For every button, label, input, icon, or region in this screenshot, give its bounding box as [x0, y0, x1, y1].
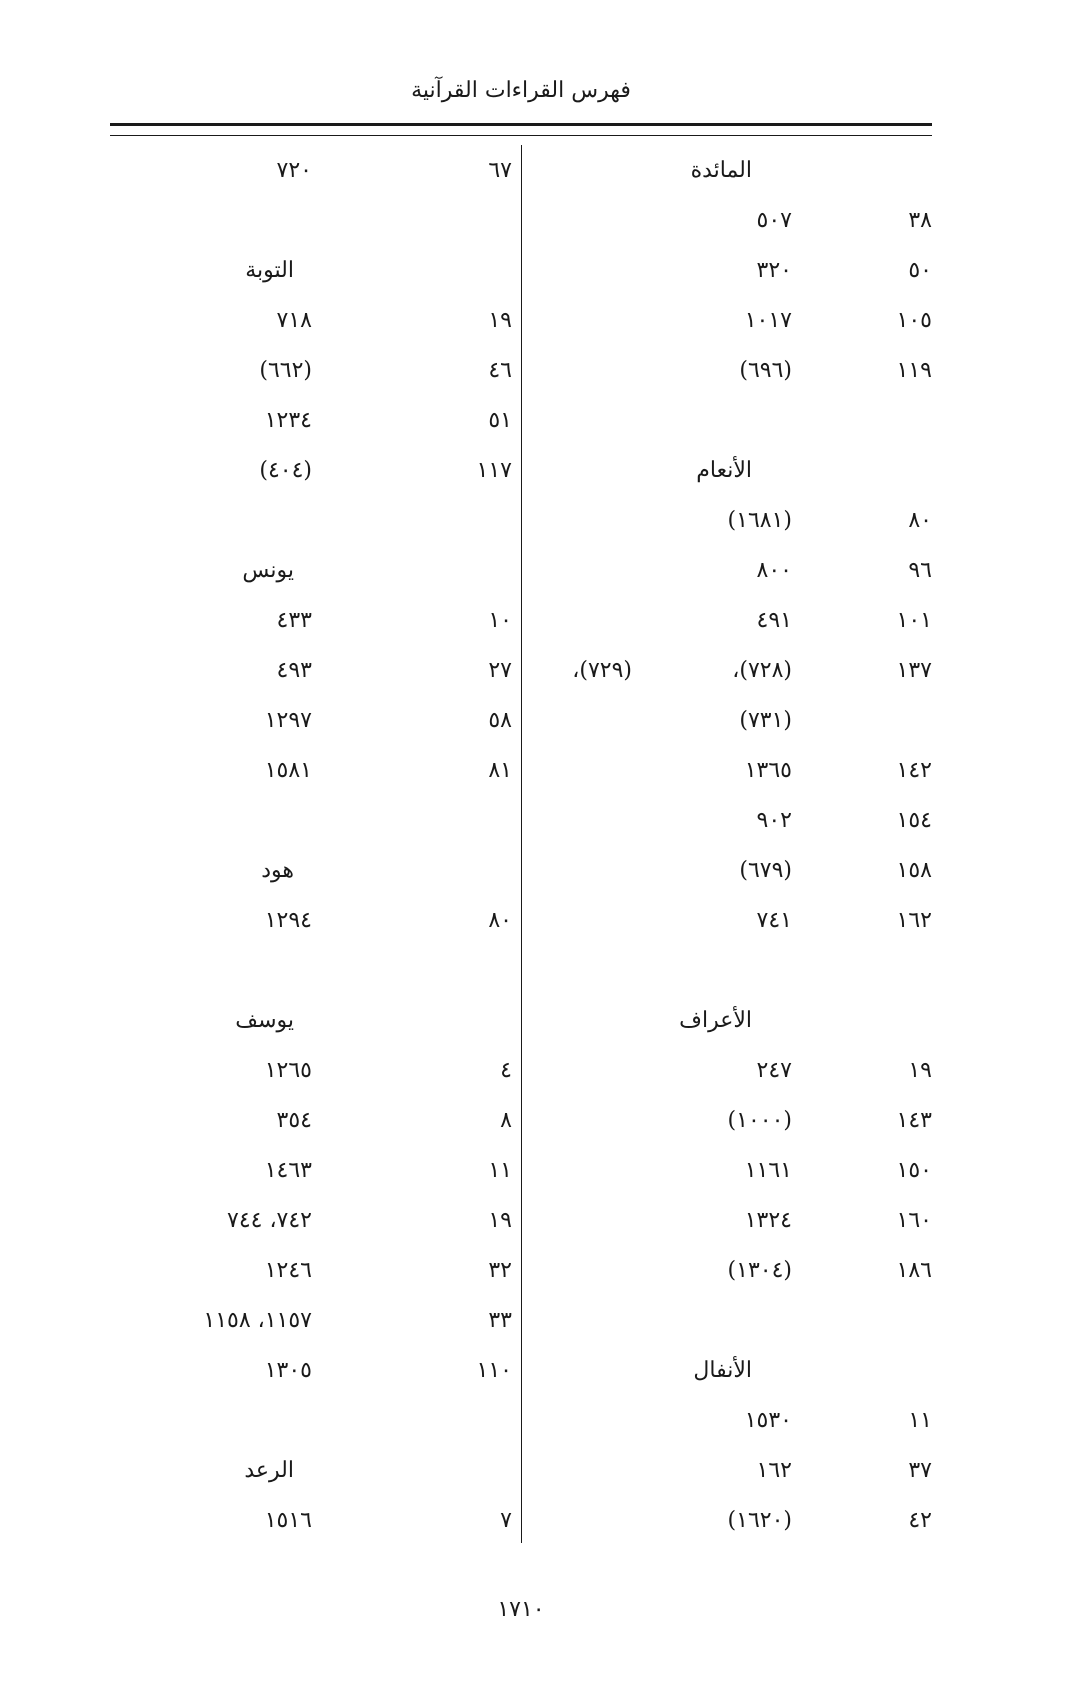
verse-number: ١١ — [488, 1158, 512, 1183]
page-references: ١٠١٧ — [744, 308, 792, 333]
blank-row — [530, 948, 932, 998]
index-entry-row — [530, 1248, 932, 1298]
blank-row — [110, 798, 512, 848]
index-entry-row — [110, 598, 512, 648]
verse-number: ٣٧ — [908, 1458, 932, 1483]
page-references: ١٢٣٤ — [264, 408, 312, 433]
page-references: (٦٧٩) — [739, 858, 792, 883]
page-references: ١١٥٧، ١١٥٨ — [203, 1308, 312, 1333]
verse-number: ٨٠ — [908, 508, 932, 533]
page-references: ٧١٨ — [276, 308, 312, 333]
page-references: ٢٤٧ — [756, 1058, 792, 1083]
page-references: ١٣٦٥ — [744, 758, 792, 783]
column-divider — [521, 145, 522, 1543]
index-entry-row — [530, 1098, 932, 1148]
verse-number: ١٩ — [488, 308, 512, 333]
verse-number: ١١٩ — [896, 358, 932, 383]
page-references: ١٣٠٥ — [264, 1358, 312, 1383]
index-entry-row — [110, 1348, 512, 1398]
page-references: (٤٠٤) — [259, 458, 312, 483]
verse-number: ١٦٠ — [896, 1208, 932, 1233]
verse-number: ٤٢ — [908, 1508, 932, 1533]
index-entry-row — [530, 198, 932, 248]
index-entry-row — [530, 1198, 932, 1248]
surah-heading-row — [530, 1348, 932, 1398]
page-references: ١٢٩٤ — [264, 908, 312, 933]
verse-number: ١٥٤ — [896, 808, 932, 833]
page-references: ٣٥٤ — [276, 1108, 312, 1133]
verse-number: ٤ — [500, 1058, 512, 1083]
page-references: ٩٠٢ — [756, 808, 792, 833]
index-entry-row — [530, 498, 932, 548]
index-entry-row — [530, 1048, 932, 1098]
verse-number: ٨١ — [488, 758, 512, 783]
verse-number: ٥١ — [488, 408, 512, 433]
index-entry-row — [530, 298, 932, 348]
surah-heading-row — [110, 998, 512, 1048]
page-references-extra: (٧٢٩)، — [572, 658, 632, 683]
index-entry-row — [530, 648, 932, 698]
page-references: ١٥١٦ — [264, 1508, 312, 1533]
index-entry-row — [530, 898, 932, 948]
blank-row — [530, 398, 932, 448]
page-references: (٦٦٢) — [259, 358, 312, 383]
surah-name: الرعد — [244, 1458, 294, 1483]
page-references: ١١٦١ — [744, 1158, 792, 1183]
surah-name: التوبة — [245, 258, 294, 283]
page-references: ٤٣٣ — [276, 608, 312, 633]
verse-number: ١٦٢ — [896, 908, 932, 933]
surah-heading-row — [530, 998, 932, 1048]
verse-number: ٣٣ — [488, 1308, 512, 1333]
index-entry-row — [110, 348, 512, 398]
page-references: ١٦٢ — [756, 1458, 792, 1483]
index-entry-row — [530, 1498, 932, 1548]
verse-number: ٣٨ — [908, 208, 932, 233]
right-column — [530, 148, 932, 1548]
index-entry-row — [110, 1048, 512, 1098]
surah-name: الأنعام — [696, 458, 752, 483]
blank-row — [110, 498, 512, 548]
index-entry-row — [530, 348, 932, 398]
verse-number: ٨٠ — [488, 908, 512, 933]
index-entry-row — [110, 148, 512, 198]
surah-name: يوسف — [235, 1008, 294, 1033]
index-entry-row — [110, 448, 512, 498]
verse-number: ٣٢ — [488, 1258, 512, 1283]
index-entry-row — [110, 648, 512, 698]
page-references: ٣٢٠ — [756, 258, 792, 283]
verse-number: ١٨٦ — [896, 1258, 932, 1283]
left-column — [110, 148, 512, 1548]
surah-heading-row — [110, 548, 512, 598]
verse-number: ١٣٧ — [896, 658, 932, 683]
page-references: ٧٤١ — [756, 908, 792, 933]
verse-number: ١١٠ — [476, 1358, 512, 1383]
index-entry-row — [530, 1148, 932, 1198]
page-references: ٤٩١ — [756, 608, 792, 633]
verse-number: ٢٧ — [488, 658, 512, 683]
verse-number: ١٩ — [488, 1208, 512, 1233]
index-entry-row — [530, 548, 932, 598]
page-references: (١٦٨١) — [727, 508, 792, 533]
verse-number: ٩٦ — [908, 558, 932, 583]
header-rule-thin — [110, 135, 932, 136]
verse-number: ١١٧ — [476, 458, 512, 483]
index-entry-row — [110, 1298, 512, 1348]
blank-row — [110, 1398, 512, 1448]
verse-number: ٥٨ — [488, 708, 512, 733]
page-references: ١٢٤٦ — [264, 1258, 312, 1283]
page-references: (١٠٠٠) — [727, 1108, 792, 1133]
verse-number: ١٥٠ — [896, 1158, 932, 1183]
surah-heading-row — [110, 848, 512, 898]
verse-number: ١٠١ — [896, 608, 932, 633]
running-header: فهرس القراءات القرآنية — [411, 78, 631, 103]
page-references: ٧٢٠ — [276, 158, 312, 183]
header-rule-thick — [110, 123, 932, 126]
index-entry-row — [110, 1098, 512, 1148]
index-entry-row — [110, 898, 512, 948]
page-references: ١٤٦٣ — [264, 1158, 312, 1183]
verse-number: ١٠٥ — [896, 308, 932, 333]
surah-name: الأعراف — [679, 1008, 752, 1033]
index-entry-row — [530, 248, 932, 298]
index-entry-row — [110, 1148, 512, 1198]
index-entry-row — [530, 1448, 932, 1498]
index-entry-row — [530, 698, 932, 748]
surah-heading-row — [110, 248, 512, 298]
page-references: ٨٠٠ — [756, 558, 792, 583]
index-entry-row — [110, 298, 512, 348]
surah-name: الأنفال — [693, 1358, 752, 1383]
blank-row — [530, 1298, 932, 1348]
index-entry-row — [530, 598, 932, 648]
verse-number: ٥٠ — [908, 258, 932, 283]
verse-number: ٧ — [500, 1508, 512, 1533]
index-entry-row — [110, 398, 512, 448]
page-references: ١٥٣٠ — [744, 1408, 792, 1433]
page-references: ٥٠٧ — [756, 208, 792, 233]
index-entry-row — [110, 1248, 512, 1298]
index-entry-row — [530, 1398, 932, 1448]
page-references: ١٢٩٧ — [264, 708, 312, 733]
blank-row — [110, 198, 512, 248]
verse-number: ٤٦ — [488, 358, 512, 383]
page-references: (٧٢٨)، — [732, 658, 792, 683]
verse-number: ١٤٢ — [896, 758, 932, 783]
page-number: ١٧١٠ — [497, 1597, 545, 1622]
verse-number: ١٥٨ — [896, 858, 932, 883]
verse-number: ٦٧ — [488, 158, 512, 183]
index-entry-row — [110, 748, 512, 798]
index-entry-row — [530, 848, 932, 898]
page-references: ٤٩٣ — [276, 658, 312, 683]
page-references: (٦٩٦) — [739, 358, 792, 383]
verse-number: ١٠ — [488, 608, 512, 633]
page-references: (١٦٢٠) — [727, 1508, 792, 1533]
page-references: ١٢٦٥ — [264, 1058, 312, 1083]
page-references: ١٣٢٤ — [744, 1208, 792, 1233]
verse-number: ١٤٣ — [896, 1108, 932, 1133]
page-references: (١٣٠٤) — [727, 1258, 792, 1283]
blank-row — [110, 948, 512, 998]
verse-number: ٨ — [500, 1108, 512, 1133]
verse-number: ١١ — [908, 1408, 932, 1433]
index-entry-row — [530, 748, 932, 798]
surah-heading-row — [530, 148, 932, 198]
page-references: ٧٤٢، ٧٤٤ — [227, 1208, 312, 1233]
index-entry-row — [110, 1198, 512, 1248]
verse-number: ١٩ — [908, 1058, 932, 1083]
surah-name: هود — [261, 858, 294, 883]
surah-heading-row — [110, 1448, 512, 1498]
page-references: ١٥٨١ — [264, 758, 312, 783]
surah-name: يونس — [242, 558, 294, 583]
index-entry-row — [110, 698, 512, 748]
surah-name: المائدة — [690, 158, 752, 183]
index-entry-row — [530, 798, 932, 848]
surah-heading-row — [530, 448, 932, 498]
index-entry-row — [110, 1498, 512, 1548]
page-references: (٧٣١) — [739, 708, 792, 733]
